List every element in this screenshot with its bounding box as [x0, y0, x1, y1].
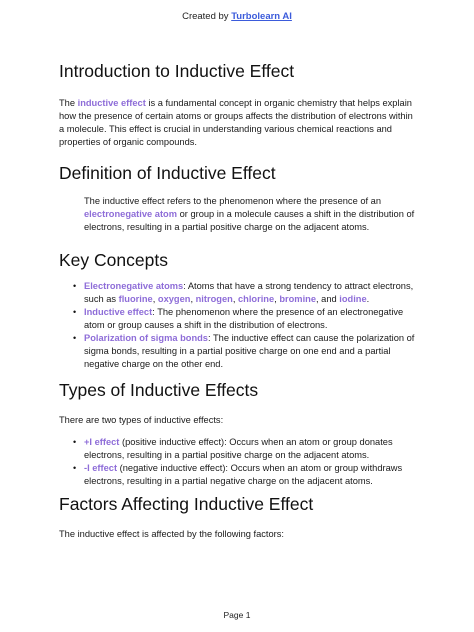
type-text: (negative inductive effect): Occurs when an atom or group withdraws electrons, resulting in a partial negative charge on the adjacent atoms. — [84, 463, 403, 486]
intro-term: inductive effect — [77, 98, 146, 108]
separator: , — [232, 294, 238, 304]
intro-paragraph — [59, 97, 419, 149]
definition-term: electronegative atom — [84, 209, 178, 219]
list-item — [84, 462, 419, 488]
separator: . — [366, 294, 370, 304]
list-item — [84, 332, 419, 371]
intro-post: is a fundamental concept in organic chemistry that helps explain how the presence of certain atoms or groups affects the distribution of electrons within a molecule. This effect is crucial in understanding various chemical reactions and properties of organic compounds. — [59, 98, 413, 147]
example-term: fluorine — [118, 294, 153, 304]
separator: , and — [316, 294, 340, 304]
created-by-label: Created by — [182, 11, 232, 22]
type-term: +I effect — [84, 437, 120, 447]
example-term: nitrogen — [195, 294, 233, 304]
intro-pre: The — [59, 98, 78, 108]
list-item — [84, 306, 419, 332]
page-number: Page 1 — [223, 610, 251, 620]
page-title: Introduction to Inductive Effect — [59, 61, 295, 81]
definition-paragraph — [59, 195, 419, 234]
turbolearn-link[interactable]: Turbolearn AI — [231, 11, 292, 22]
example-term: bromine — [279, 294, 317, 304]
concept-term: Polarization of sigma bonds — [84, 333, 208, 343]
list-item — [84, 280, 419, 306]
separator: , — [274, 294, 280, 304]
types-heading: Types of Inductive Effects — [59, 380, 259, 400]
definition-pre: The inductive effect refers to the phenomenon where the presence of an — [84, 196, 382, 206]
definition-post: or group in a molecule causes a shift in the distribution of electrons, resulting in a partial positive charge on the adjacent atoms. — [84, 209, 415, 232]
example-term: iodine — [339, 294, 367, 304]
separator: , — [152, 294, 158, 304]
concept-term: Inductive effect — [84, 307, 153, 317]
key-concepts-heading: Key Concepts — [59, 250, 168, 270]
concept-text: : Atoms that have a strong tendency to attract electrons, such as — [84, 281, 414, 304]
factors-heading: Factors Affecting Inductive Effect — [59, 494, 314, 514]
separator: , — [190, 294, 196, 304]
factors-lead: The inductive effect is affected by the following factors: — [59, 529, 284, 539]
list-item — [84, 436, 419, 462]
document-body — [59, 60, 419, 541]
types-list — [59, 436, 419, 488]
type-text: (positive inductive effect): Occurs when an atom or group donates electrons, resulting in a partial positive charge on the adjacent atoms. — [84, 437, 393, 460]
type-term: -I effect — [84, 463, 118, 473]
definition-heading: Definition of Inductive Effect — [59, 163, 276, 183]
created-by-header — [0, 11, 474, 22]
concept-text: : The phenomenon where the presence of an electronegative atom or group causes a shift in the distribution of electrons. — [84, 307, 404, 330]
example-term: oxygen — [157, 294, 191, 304]
concept-text: : The inductive effect can cause the polarization of sigma bonds, resulting in a partial positive charge on one end and a partial negative charge on the other end. — [84, 333, 415, 369]
concept-term: Electronegative atoms — [84, 281, 184, 291]
example-term: chlorine — [237, 294, 275, 304]
key-concepts-list — [59, 280, 419, 371]
types-lead: There are two types of inductive effects: — [59, 415, 224, 425]
